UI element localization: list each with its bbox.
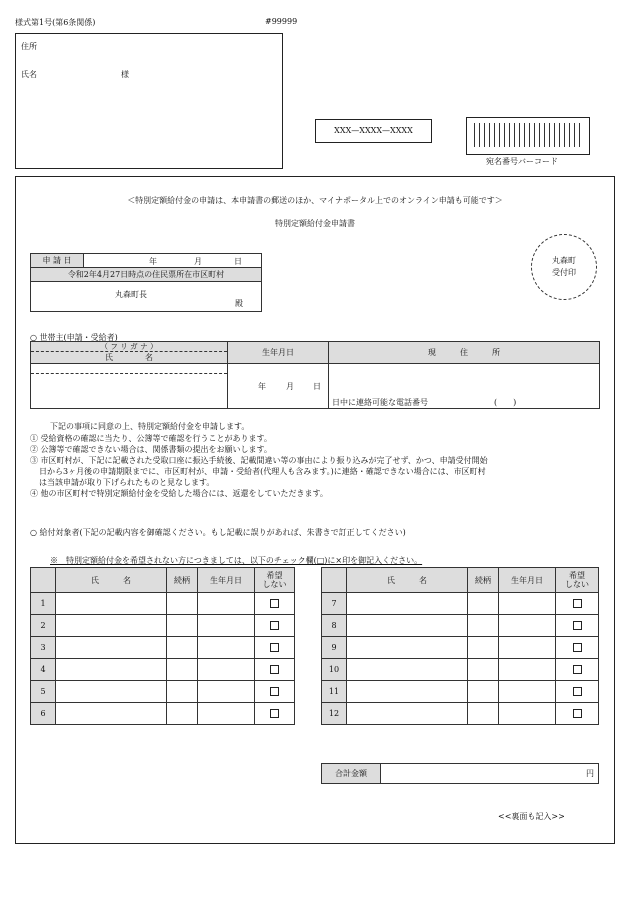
col-relation: 続柄 — [167, 568, 198, 593]
total-unit: 円 — [586, 769, 594, 778]
name-cell[interactable] — [56, 659, 167, 681]
row-number: 12 — [322, 703, 347, 725]
total-label: 合計金額 — [322, 764, 381, 784]
total-table — [321, 763, 599, 784]
row-number: 2 — [31, 615, 56, 637]
name-cell[interactable] — [56, 615, 167, 637]
relation-cell[interactable] — [167, 637, 198, 659]
table-row — [322, 593, 599, 615]
table-row — [31, 681, 295, 703]
decline-cell[interactable] — [255, 593, 295, 615]
table-row — [322, 703, 599, 725]
sama-label: 様 — [121, 70, 129, 79]
total-field[interactable] — [381, 764, 599, 784]
reception-stamp — [531, 234, 597, 300]
birth-cell[interactable] — [499, 681, 556, 703]
name-cell[interactable] — [347, 593, 468, 615]
row-number: 6 — [31, 703, 56, 725]
decline-cell[interactable] — [556, 615, 599, 637]
col-name: 氏 名 — [56, 568, 167, 593]
birth-field[interactable] — [228, 364, 329, 409]
birth-cell[interactable] — [198, 703, 255, 725]
agreement-list — [30, 433, 610, 499]
birth-year-label: 年 — [258, 382, 266, 391]
name-cell[interactable] — [347, 703, 468, 725]
barcode-image — [474, 123, 584, 147]
apply-date-field[interactable] — [84, 254, 262, 268]
decline-cell[interactable] — [255, 659, 295, 681]
row-number: 7 — [322, 593, 347, 615]
birth-cell[interactable] — [499, 593, 556, 615]
name-field[interactable] — [31, 374, 228, 409]
table-row — [31, 703, 295, 725]
col-birth: 生年月日 — [198, 568, 255, 593]
decline-checkbox[interactable] — [573, 643, 582, 652]
birth-cell[interactable] — [499, 659, 556, 681]
decline-cell[interactable] — [556, 681, 599, 703]
continue-on-back: <<裏面も記入>> — [498, 812, 565, 821]
relation-cell[interactable] — [468, 615, 499, 637]
row-number: 8 — [322, 615, 347, 637]
decline-cell[interactable] — [556, 593, 599, 615]
decline-checkbox[interactable] — [573, 621, 582, 630]
row-number: 9 — [322, 637, 347, 659]
relation-cell[interactable] — [468, 681, 499, 703]
apply-date-table — [30, 253, 262, 312]
apply-date-label: 申 請 日 — [31, 254, 84, 268]
birth-month-label: 月 — [286, 382, 294, 391]
agreement-item: ③ 市区町村が、下記に記載された受取口座に振込手続後、記載間違い等の事由により振り込みが完了せず、かつ、申請受付開始 — [30, 456, 488, 465]
month-label: 月 — [194, 257, 202, 266]
row-number: 4 — [31, 659, 56, 681]
postal-code: XXX—XXXX—XXXX — [334, 126, 413, 135]
table-row — [322, 681, 599, 703]
col-name: 氏 名 — [347, 568, 468, 593]
relation-cell[interactable] — [167, 681, 198, 703]
address-field[interactable] — [329, 364, 600, 409]
decline-cell[interactable] — [255, 681, 295, 703]
col-number — [31, 568, 56, 593]
year-label: 年 — [149, 257, 157, 266]
name-cell[interactable] — [56, 637, 167, 659]
name-cell[interactable] — [56, 681, 167, 703]
name-cell[interactable] — [347, 637, 468, 659]
address-label: 住所 — [21, 42, 37, 51]
col-decline-line2: しない — [262, 580, 287, 589]
phone-label: 日中に連絡可能な電話番号 — [332, 398, 428, 407]
name-cell[interactable] — [56, 593, 167, 615]
name-header: 氏 名 — [31, 352, 228, 364]
decline-checkbox[interactable] — [270, 621, 279, 630]
decline-checkbox[interactable] — [270, 599, 279, 608]
name-cell[interactable] — [347, 681, 468, 703]
birth-day-label: 日 — [313, 382, 321, 391]
table-row — [31, 615, 295, 637]
birth-header: 生年月日 — [228, 342, 329, 364]
birth-cell[interactable] — [499, 615, 556, 637]
stamp-line-2: 受付印 — [552, 268, 576, 277]
col-decline — [556, 568, 599, 593]
birth-cell[interactable] — [198, 637, 255, 659]
decline-checkbox[interactable] — [573, 687, 582, 696]
form-number: 様式第1号(第6条関係) — [15, 18, 96, 27]
table-row — [322, 637, 599, 659]
table-row — [322, 615, 599, 637]
col-number — [322, 568, 347, 593]
name-cell[interactable] — [347, 615, 468, 637]
birth-cell[interactable] — [198, 593, 255, 615]
decline-cell[interactable] — [556, 637, 599, 659]
recipients-section-label: ○ 給付対象者(下記の記載内容を御確認ください。もし記載に誤りがあれば、朱書きで訂正してください) — [30, 528, 406, 537]
relation-cell[interactable] — [468, 637, 499, 659]
col-relation: 続柄 — [468, 568, 499, 593]
decline-checkbox[interactable] — [573, 599, 582, 608]
table-row — [31, 637, 295, 659]
day-label: 日 — [234, 257, 242, 266]
residence-note: 令和2年4月27日時点の住民票所在市区町村 — [31, 268, 262, 282]
col-decline-line2: しない — [565, 580, 589, 589]
agreement-item: ④ 他の市区町村で特別定額給付金を受給した場合には、返還をしていただきます。 — [30, 489, 328, 498]
decline-checkbox[interactable] — [270, 643, 279, 652]
row-number: 3 — [31, 637, 56, 659]
row-number: 11 — [322, 681, 347, 703]
furigana-field[interactable] — [31, 364, 228, 374]
decline-checkbox[interactable] — [270, 665, 279, 674]
decline-cell[interactable] — [556, 703, 599, 725]
relation-cell[interactable] — [167, 659, 198, 681]
decline-checkbox[interactable] — [270, 687, 279, 696]
furigana-header: （ フ リ ガ ナ ） — [31, 342, 228, 352]
stamp-line-1: 丸森町 — [552, 256, 576, 265]
agreement-item: 日から3ヶ月後の申請期限までに、市区町村が、申請・受給者(代理人も含みます。)に連絡・確認できない場合には、市区町村 — [39, 467, 486, 476]
relation-cell[interactable] — [468, 703, 499, 725]
table-row — [31, 593, 295, 615]
postal-code-box — [315, 119, 432, 143]
row-number: 10 — [322, 659, 347, 681]
col-birth: 生年月日 — [499, 568, 556, 593]
recipients-table-right — [321, 567, 599, 725]
agreement-item: ② 公簿等で確認できない場合は、関係書類の提出をお願いします。 — [30, 445, 272, 454]
decline-cell[interactable] — [255, 615, 295, 637]
barcode-label: 宛名番号バーコード — [486, 157, 558, 166]
householder-section-label: ○ 世帯主(申請・受給者) — [30, 333, 118, 342]
relation-cell[interactable] — [468, 593, 499, 615]
phone-paren: ( ) — [494, 398, 517, 407]
householder-table — [30, 341, 600, 409]
birth-cell[interactable] — [499, 637, 556, 659]
relation-cell[interactable] — [167, 593, 198, 615]
name-cell[interactable] — [347, 659, 468, 681]
table-row — [322, 659, 599, 681]
row-number: 1 — [31, 593, 56, 615]
form-title: 特別定額給付金申請書 — [275, 219, 355, 228]
relation-cell[interactable] — [167, 615, 198, 637]
birth-cell[interactable] — [198, 659, 255, 681]
col-decline-line1: 希望 — [266, 571, 283, 580]
relation-cell[interactable] — [468, 659, 499, 681]
relation-cell[interactable] — [167, 703, 198, 725]
agreement-item: は当該申請が取り下げられたものと見なします。 — [39, 478, 215, 487]
row-number: 5 — [31, 681, 56, 703]
agreement-item: ① 受給資格の確認に当たり、公簿等で確認を行うことがあります。 — [30, 434, 272, 443]
decline-checkbox[interactable] — [573, 665, 582, 674]
birth-cell[interactable] — [198, 681, 255, 703]
serial-number: #99999 — [265, 17, 298, 26]
mayor-cell — [31, 282, 262, 312]
checkbox-note: ※ 特別定額給付金を希望されない方につきましては、以下のチェック欄(□)に×印を御記入ください。 — [50, 556, 423, 565]
recipients-table-left — [30, 567, 295, 725]
name-cell[interactable] — [56, 703, 167, 725]
decline-checkbox[interactable] — [573, 709, 582, 718]
col-decline — [255, 568, 295, 593]
address-header: 現 住 所 — [329, 342, 600, 364]
decline-cell[interactable] — [255, 637, 295, 659]
address-box — [15, 33, 283, 169]
birth-cell[interactable] — [499, 703, 556, 725]
name-label: 氏名 — [21, 70, 37, 79]
birth-cell[interactable] — [198, 615, 255, 637]
dono-label: 殿 — [235, 299, 243, 308]
table-row — [31, 659, 295, 681]
agreement-intro: 下記の事項に同意の上、特別定額給付金を申請します。 — [50, 422, 250, 431]
decline-cell[interactable] — [255, 703, 295, 725]
col-decline-line1: 希望 — [569, 571, 585, 580]
mayor-label: 丸森町長 — [115, 290, 147, 299]
decline-cell[interactable] — [556, 659, 599, 681]
decline-checkbox[interactable] — [270, 709, 279, 718]
online-notice: ＜特別定額給付金の申請は、本申請書の郵送のほか、マイナポータル上でのオンライン申請も可能です＞ — [127, 196, 503, 205]
